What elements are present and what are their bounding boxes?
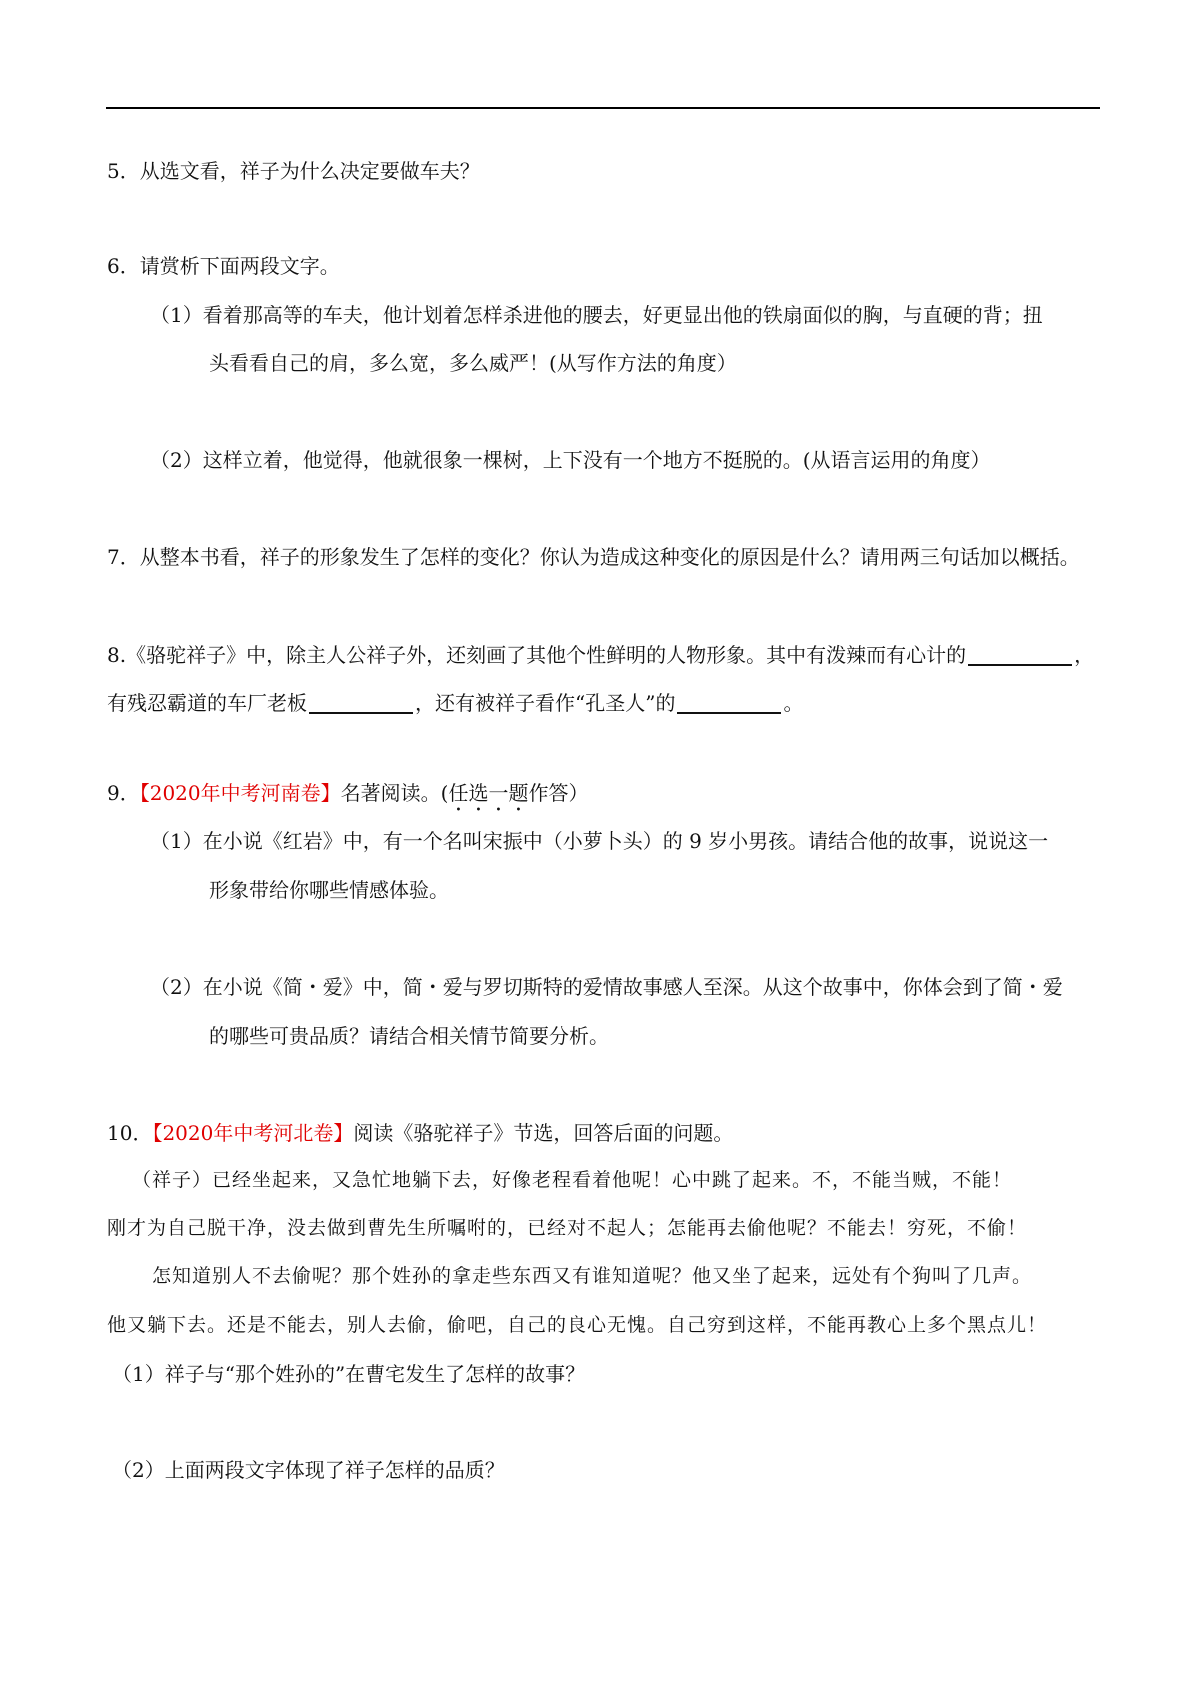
answer-blank-1[interactable] xyxy=(968,644,1072,666)
question-6-sub2: （2）这样立着，他觉得，他就很象一棵树，上下没有一个地方不挺脱的。(从语言运用的角度） xyxy=(150,448,991,472)
excerpt-line: 刚才为自己脱干净，没去做到曹先生所嘱咐的，已经对不起人；怎能再去偷他呢？不能去！穷死，不偷！ xyxy=(107,1217,1028,1239)
question-9-number: 9． xyxy=(107,781,140,805)
source-tag: 【2020年中考河北卷】 xyxy=(152,1121,354,1145)
question-10-sub1: （1）祥子与“那个姓孙的”在曹宅发生了怎样的故事？ xyxy=(112,1362,586,1386)
question-8-line2 xyxy=(107,689,803,717)
question-8-part3: 有残忍霸道的车厂老板 xyxy=(107,691,307,715)
question-10-number: 10． xyxy=(107,1121,153,1145)
question-9-tail: 作答） xyxy=(528,781,589,805)
question-6: 6．请赏析下面两段文字。 xyxy=(107,254,340,278)
question-8-part5: 。 xyxy=(783,691,804,715)
question-8-part4: ，还有被祥子看作“孔圣人”的 xyxy=(415,691,676,715)
question-10-sub2: （2）上面两段文字体现了祥子怎样的品质？ xyxy=(112,1458,505,1482)
question-9 xyxy=(107,779,588,816)
question-9-emphasis: 任选一题 xyxy=(448,781,529,805)
question-9-text: 名著阅读。( xyxy=(340,781,449,805)
question-8-part1: 8.《骆驼祥子》中，除主人公祥子外，还刻画了其他个性鲜明的人物形象。其中有泼辣而有心计的 xyxy=(107,643,967,667)
answer-blank-3[interactable] xyxy=(677,692,781,714)
question-8-part2: ， xyxy=(1074,643,1095,667)
question-7: 7．从整本书看，祥子的形象发生了怎样的变化？你认为造成这种变化的原因是什么？请用两三句话加以概括。 xyxy=(107,545,1080,569)
question-8-line1 xyxy=(107,641,1094,669)
question-9-sub1-line2: 形象带给你哪些情感体验。 xyxy=(209,878,449,902)
header-rule xyxy=(106,107,1100,109)
answer-blank-2[interactable] xyxy=(309,692,413,714)
question-9-sub2-line1: （2）在小说《简・爱》中，简・爱与罗切斯特的爱情故事感人至深。从这个故事中，你体会到了简・爱 xyxy=(150,975,1063,999)
source-tag: 【2020年中考河南卷】 xyxy=(139,781,341,805)
question-6-sub1-line1: （1）看着那高等的车夫，他计划着怎样杀进他的腰去，好更显出他的铁扇面似的胸，与直硬的背；扭 xyxy=(150,303,1043,327)
question-9-sub2-line2: 的哪些可贵品质？请结合相关情节简要分析。 xyxy=(209,1024,609,1048)
question-10 xyxy=(107,1119,733,1147)
excerpt-line: 怎知道别人不去偷呢？那个姓孙的拿走些东西又有谁知道呢？他又坐了起来，远处有个狗叫了几声。 xyxy=(152,1265,1033,1287)
excerpt-line: 他又躺下去。还是不能去，别人去偷，偷吧，自己的良心无愧。自己穷到这样，不能再教心上多个黑点儿！ xyxy=(107,1314,1048,1336)
question-10-text: 阅读《骆驼祥子》节选，回答后面的问题。 xyxy=(353,1121,734,1145)
excerpt-line: （祥子）已经坐起来，又急忙地躺下去，好像老程看着他呢！心中跳了起来。不，不能当贼，不能！ xyxy=(132,1169,1013,1191)
question-5: 5．从选文看，祥子为什么决定要做车夫？ xyxy=(107,159,480,183)
question-6-sub1-line2: 头看看自己的肩，多么宽，多么威严！(从写作方法的角度） xyxy=(209,351,737,375)
question-9-sub1-line1: （1）在小说《红岩》中，有一个名叫宋振中（小萝卜头）的 9 岁小男孩。请结合他的故事，说说这一 xyxy=(150,829,1049,853)
